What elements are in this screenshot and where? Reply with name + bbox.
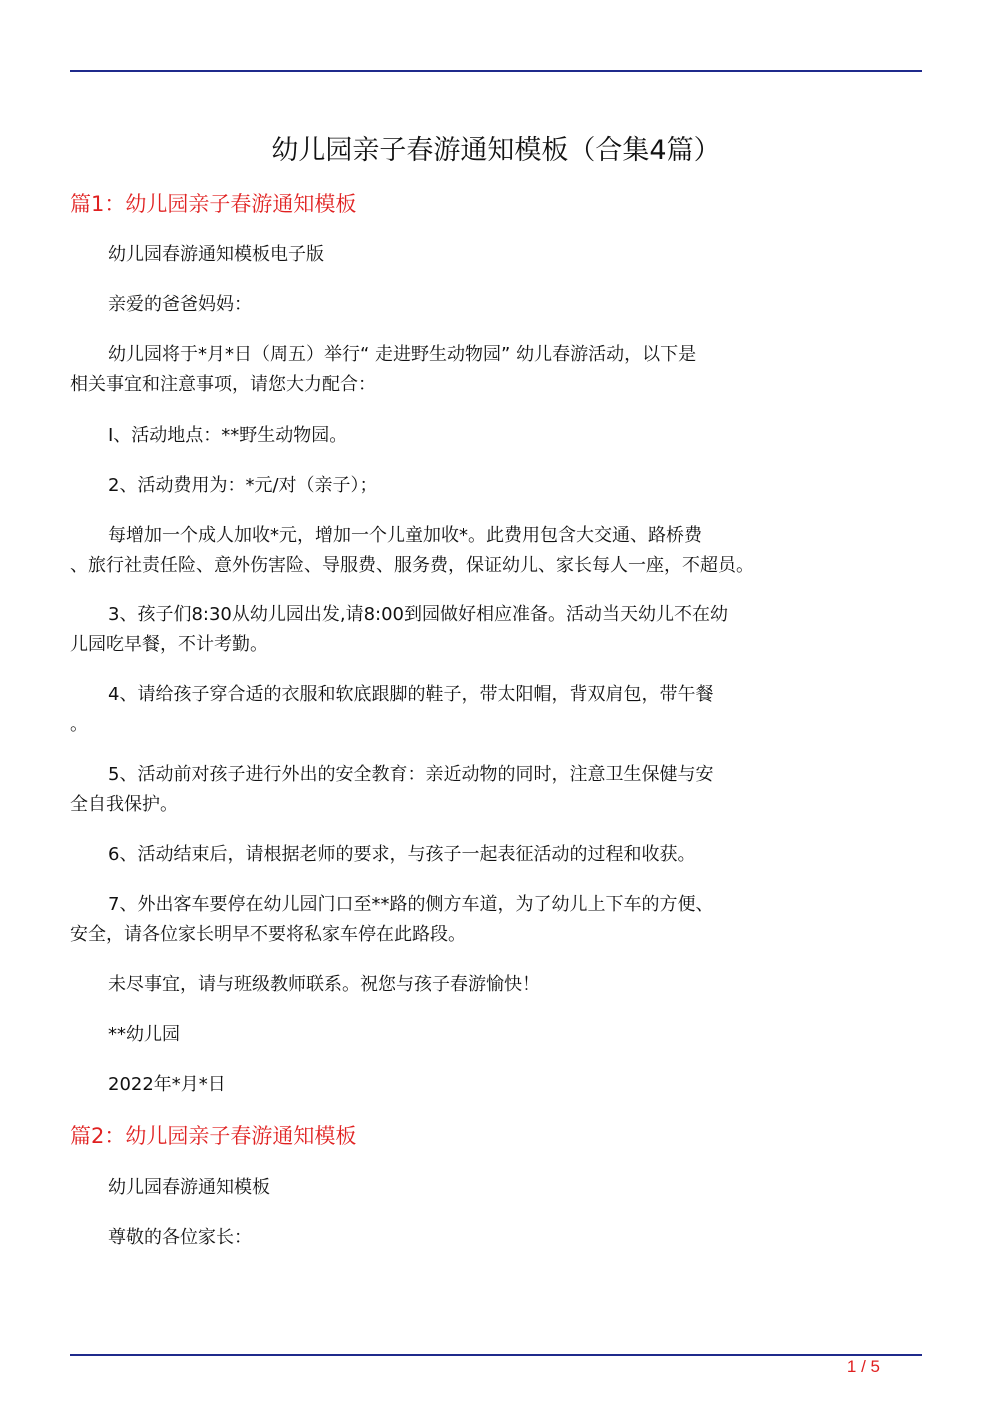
header-rule — [70, 70, 922, 72]
section-1-subtitle: 幼儿园春游通知模板电子版 — [108, 244, 324, 265]
page-number: 1 / 5 — [846, 1357, 880, 1376]
greeting: 亲爱的爸爸妈妈： — [108, 294, 252, 315]
item-fee: 2、活动费用为：*元/对（亲子）； — [108, 475, 378, 496]
closing-remark: 未尽事宜，请与班级教师联系。祝您与孩子春游愉快！ — [108, 974, 540, 995]
section-2-subtitle: 幼儿园春游通知模板 — [108, 1177, 270, 1198]
intro-paragraph: 幼儿园将于*月*日（周五）举行“ 走进野生动物园” 幼儿春游活动，以下是 相关事宜和注意事项，请您大力配合： — [70, 344, 697, 395]
fee-details-paragraph: 每增加一个成人加收*元，增加一个儿童加收*。此费用包含大交通、路桥费 、旅行社责任险、意外伤害险、导服费、服务费，保证幼儿、家长每人一座，不超员。 — [70, 525, 754, 576]
date: 2022年*月*日 — [108, 1074, 226, 1095]
item-location: I、活动地点：**野生动物园。 — [108, 425, 348, 446]
item-clothing: 4、请给孩子穿合适的衣服和软底跟脚的鞋子，带太阳帽，背双肩包，带午餐 。 — [70, 684, 714, 735]
item-parking: 7、外出客车要停在幼儿园门口至**路的侧方车道，为了幼儿上下车的方便、 安全，请各位家长明早不要将私家车停在此路段。 — [70, 894, 714, 945]
section-2-greeting: 尊敬的各位家长： — [108, 1227, 252, 1248]
footer-rule — [70, 1354, 922, 1356]
section-1-heading: 篇1：幼儿园亲子春游通知模板 — [70, 192, 357, 216]
item-safety: 5、活动前对孩子进行外出的安全教育：亲近动物的同时，注意卫生保健与安 全自我保护。 — [70, 764, 714, 815]
item-departure: 3、孩子们8:30从幼儿园出发,请8:00到园做好相应准备。活动当天幼儿不在幼 儿园吃早餐，不计考勤。 — [70, 604, 729, 655]
document-title: 幼儿园亲子春游通知模板（合集4篇） — [271, 135, 721, 166]
signature: **幼儿园 — [108, 1024, 180, 1045]
item-after-activity: 6、活动结束后，请根据老师的要求，与孩子一起表征活动的过程和收获。 — [108, 844, 696, 865]
section-2-heading: 篇2：幼儿园亲子春游通知模板 — [70, 1124, 357, 1148]
